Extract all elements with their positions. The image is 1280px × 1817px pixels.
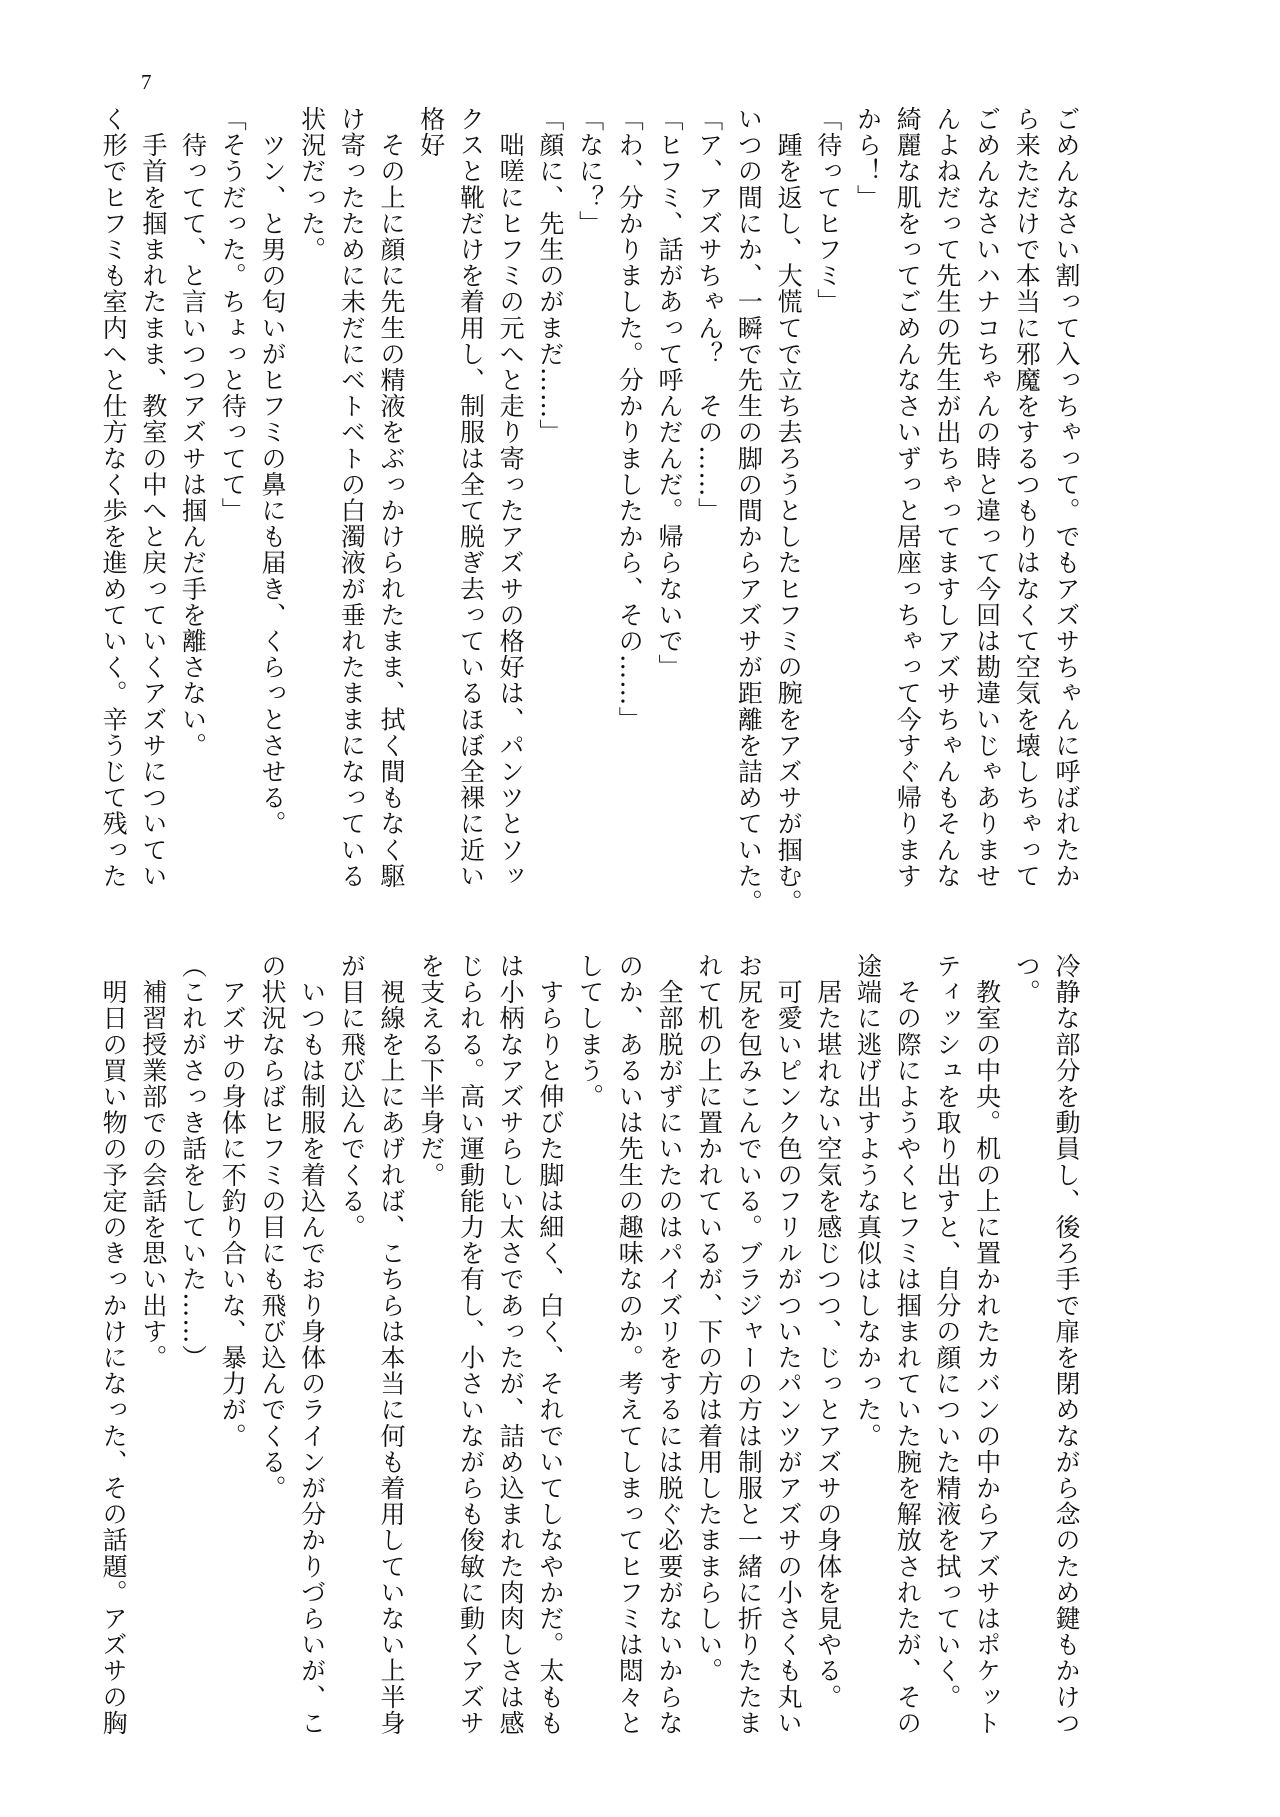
text-line: 途端に逃げ出すような真似はしなかった。 <box>853 953 883 1449</box>
text-line: 教室の中央。机の上に置かれたカバンの中からアズサはポケット <box>972 953 1002 1736</box>
text-line: 視線を上にあげれば、こちらは本当に何も着用していない上半身 <box>377 953 407 1736</box>
text-line: 踵を返し、大慌てで立ち去ろうとしたヒフミの腕をアズサが掴む。 <box>774 106 804 916</box>
text-line: 「そうだった。ちょっと待ってて」 <box>218 106 248 524</box>
text-line: 手首を掴まれたまま、教室の中へと戻っていくアズサについてい <box>138 106 168 889</box>
text-line: ツン、と男の匂いがヒフミの鼻にも届き、くらっとさせる。 <box>257 106 287 837</box>
text-line: れて机の上に置かれているが、下の方は着用したままらしい。 <box>694 953 724 1684</box>
body-text-bottom <box>93 953 1086 1743</box>
text-line: を支える下半身だ。 <box>416 953 446 1188</box>
text-line: 全部脱がずにいたのはパイズリをするには脱ぐ必要がないからな <box>654 953 684 1736</box>
text-line: つ。 <box>1012 953 1042 1006</box>
text-line: 「ヒフミ、話があって呼んだんだ。帰らないで」 <box>654 106 684 681</box>
body-text-top <box>93 106 1086 916</box>
text-line: じられる。高い運動能力を有し、小さいながらも俊敏に動くアズサ <box>456 953 486 1736</box>
text-line: 状況だった。 <box>297 106 327 263</box>
text-line: の状況ならばヒフミの目にも飛び込んでくる。 <box>257 953 287 1502</box>
text-line: 「なに？」 <box>575 106 605 237</box>
text-line: お尻を包みこんでいる。ブラジャーの方は制服と一緒に折りたたま <box>734 953 764 1736</box>
text-line: 咄嗟にヒフミの元へと走り寄ったアズサの格好は、パンツとソッ <box>496 106 526 889</box>
text-line: 可愛いピンク色のフリルがついたパンツがアズサの小さくも丸い <box>774 953 804 1736</box>
text-line: のか、あるいは先生の趣味なのか。考えてしまってヒフミは悶々と <box>615 953 645 1736</box>
text-line: が目に飛び込んでくる。 <box>337 953 367 1241</box>
text-line: その際にようやくヒフミは掴まれていた腕を解放されたが、その <box>893 953 923 1736</box>
text-line: 補習授業部での会話を思い出す。 <box>138 953 168 1371</box>
text-line: してしまう。 <box>575 953 605 1110</box>
text-line: 明日の買い物の予定のきっかけになった、その話題。アズサの胸 <box>99 953 129 1736</box>
text-line: は小柄なアズサらしい太さであったが、詰め込まれた肉肉しさは感 <box>496 953 526 1736</box>
text-line: 待ってて、と言いつつアズサは掴んだ手を離さない。 <box>178 106 208 759</box>
text-line: け寄ったために未だにベトベトの白濁液が垂れたままになっている <box>337 106 367 889</box>
text-line: 綺麗な肌をってごめんなさいずっと居座っちゃって今すぐ帰ります <box>893 106 923 889</box>
text-line: 冷静な部分を動員し、後ろ手で扉を閉めながら念のため鍵もかけつ <box>1052 953 1081 1736</box>
page-number: 7 <box>141 70 152 94</box>
text-line: く形でヒフミも室内へと仕方なく歩を進めていく。辛うじて残った <box>99 106 129 889</box>
text-line: ごめんなさいハナコちゃんの時と違って今回は勘違いじゃありませ <box>972 106 1002 889</box>
text-line: クスと靴だけを着用し、制服は全て脱ぎ去っているほぼ全裸に近い <box>456 106 486 889</box>
text-line: んよねだって先生の先生が出ちゃってますしアズサちゃんもそんな <box>932 106 962 889</box>
text-line: 「待ってヒフミ」 <box>813 106 843 315</box>
text-line: 「わ、分かりました。分かりましたから、その……」 <box>615 106 645 733</box>
text-line: 居た堪れない空気を感じつつ、じっとアズサの身体を見やる。 <box>813 953 843 1710</box>
text-line: 「顔に、先生のがまだ……」 <box>535 106 565 446</box>
text-line: いつの間にか、一瞬で先生の脚の間からアズサが距離を詰めていた。 <box>734 106 764 916</box>
text-line: ごめんなさい割って入っちゃって。でもアズサちゃんに呼ばれたか <box>1052 106 1081 889</box>
text-line: いつもは制服を着込んでおり身体のラインが分かりづらいが、こ <box>297 953 327 1736</box>
text-line: アズサの身体に不釣り合いな、暴力が。 <box>218 953 248 1449</box>
text-line: （これがさっき話をしていた……） <box>178 953 208 1371</box>
text-line: ティッシュを取り出すと、自分の顔についた精液を拭っていく。 <box>932 953 962 1710</box>
text-line: その上に顔に先生の精液をぶっかけられたまま、拭く間もなく駆 <box>377 106 407 889</box>
text-line: 「ア、アズサちゃん？ その……」 <box>694 106 724 524</box>
text-line: ら来ただけで本当に邪魔をするつもりはなくて空気を壊しちゃって <box>1012 106 1042 889</box>
text-line: 格好 <box>416 106 446 159</box>
text-line: すらりと伸びた脚は細く、白く、それでいてしなやかだ。太もも <box>535 953 565 1736</box>
text-line: から！」 <box>853 106 883 211</box>
